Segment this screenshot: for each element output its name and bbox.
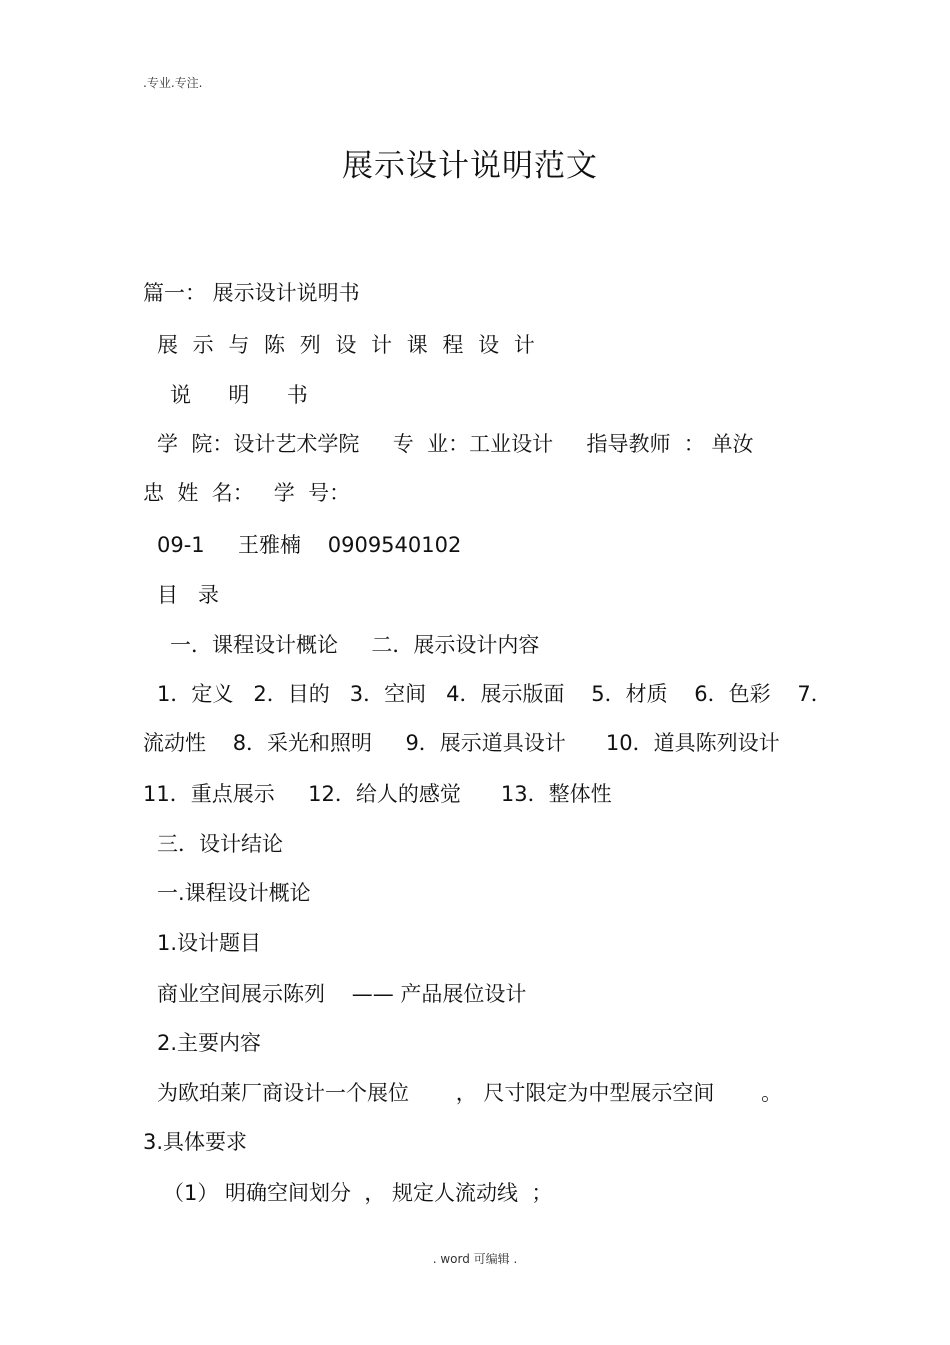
toc-line: 三．设计结论 [157,832,283,856]
subsection-heading: 3.具体要求 [143,1130,248,1154]
info-line-college: 学 院：设计艺术学院 专 业：工业设计 指导教师 ： 单汝 [157,432,754,456]
info-line-name: 忠 姓 名： 学 号： [143,481,351,505]
toc-line: 一．课程设计概论 二．展示设计内容 [170,633,540,657]
subsection-heading: 2.主要内容 [157,1031,262,1055]
toc-heading: 目 录 [157,583,220,607]
section-heading: 一.课程设计概论 [157,881,311,905]
document-title: 展示设计说明范文 [342,148,598,184]
body-text: （1） 明确空间划分 ， 规定人流动线 ； [163,1181,553,1205]
body-text: 为欧珀莱厂商设计一个展位 ， 尺寸限定为中型展示空间 。 [157,1081,783,1105]
section-heading: 篇一： 展示设计说明书 [143,281,360,305]
course-subtitle-line: 说 明 书 [170,383,316,407]
body-text: 商业空间展示陈列 —— 产品展位设计 [157,982,527,1006]
toc-line: 11．重点展示 12．给人的感觉 13．整体性 [143,782,612,806]
subsection-heading: 1.设计题目 [157,931,262,955]
page-footer: . word 可编辑 . [432,1252,518,1266]
course-title-line: 展 示 与 陈 列 设 计 课 程 设 计 [157,333,539,357]
page-header: .专业.专注. [143,76,203,90]
toc-line: 流动性 8．采光和照明 9．展示道具设计 10．道具陈列设计 [143,731,780,755]
info-line-student: 09-1 王雅楠 0909540102 [157,533,462,557]
toc-line: 1．定义 2．目的 3．空间 4．展示版面 5．材质 6．色彩 7． [157,682,832,706]
